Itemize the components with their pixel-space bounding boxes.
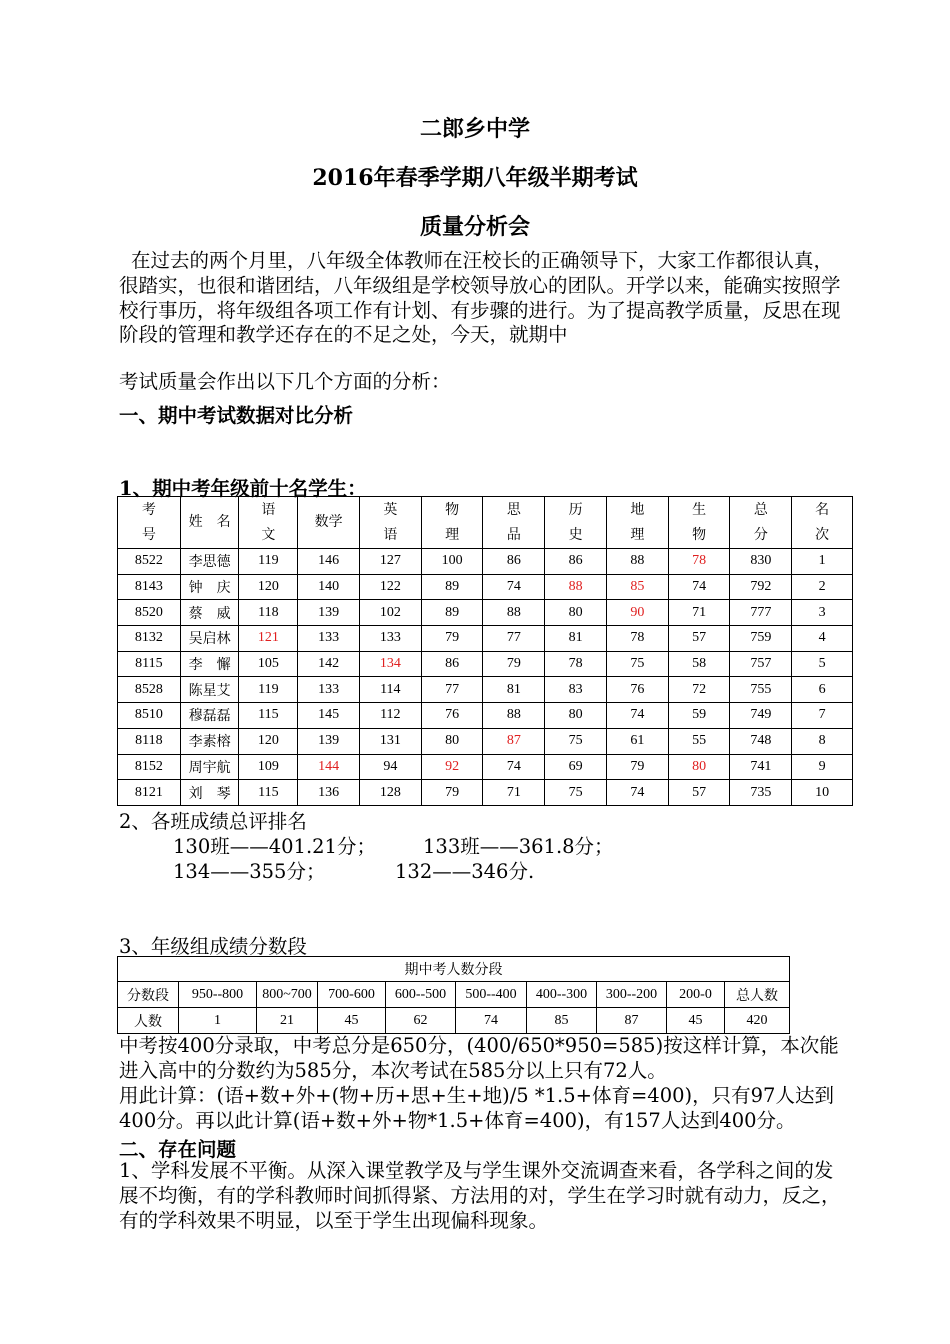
table-cell: 80: [421, 728, 483, 754]
table-cell: 741: [730, 754, 792, 780]
subsection-2-heading: 2、各班成绩总评排名: [119, 810, 307, 833]
table-cell: 119: [239, 677, 298, 703]
table-cell: 748: [730, 728, 792, 754]
table-cell: 121: [239, 626, 298, 652]
distribution-value-cell: 45: [667, 1008, 725, 1034]
table-cell: 3: [792, 600, 853, 626]
table-cell: 80: [668, 754, 730, 780]
table-cell: 86: [483, 549, 545, 575]
table-cell: 59: [668, 703, 730, 729]
table-cell: 6: [792, 677, 853, 703]
table-cell: 144: [298, 754, 360, 780]
table-cell: 8132: [118, 626, 181, 652]
table-cell: 112: [359, 703, 421, 729]
table-cell: 133: [359, 626, 421, 652]
top10-header-text: 史: [568, 527, 583, 543]
table-cell: 75: [606, 651, 668, 677]
table-cell: 115: [239, 703, 298, 729]
top10-header-text: 次: [815, 527, 830, 543]
table-cell: 100: [421, 549, 483, 575]
table-cell: 5: [792, 651, 853, 677]
top10-header-text: 数学: [314, 515, 343, 530]
table-cell: 89: [421, 600, 483, 626]
top10-header-text: 分: [753, 527, 768, 543]
table-cell: 8528: [118, 677, 181, 703]
top10-header-cell: [606, 497, 668, 549]
top10-header-cell: [239, 497, 298, 549]
table-cell: 钟 庆: [180, 574, 239, 600]
table-cell: 79: [483, 651, 545, 677]
table-cell: 8520: [118, 600, 181, 626]
top10-header-text: 考: [141, 502, 156, 518]
table-cell: 8152: [118, 754, 181, 780]
table-cell: 75: [545, 780, 607, 806]
subsection-3-heading: 3、年级组成绩分数段: [119, 935, 307, 958]
top10-header-cell: [668, 497, 730, 549]
table-cell: 83: [545, 677, 607, 703]
table-cell: 79: [421, 780, 483, 806]
table-cell: 89: [421, 574, 483, 600]
table-cell: 87: [483, 728, 545, 754]
table-cell: 8: [792, 728, 853, 754]
table-cell: 8115: [118, 651, 181, 677]
distribution-header-cell: 500--400: [456, 982, 527, 1008]
table-cell: 8121: [118, 780, 181, 806]
top10-header-row: [118, 497, 853, 549]
table-cell: 71: [668, 600, 730, 626]
table-cell: 78: [668, 549, 730, 575]
meeting-title: 质量分析会: [419, 214, 530, 240]
table-cell: 76: [421, 703, 483, 729]
table-cell: 77: [483, 626, 545, 652]
top10-table: [117, 496, 853, 806]
table-row: [118, 780, 853, 806]
table-cell: 8143: [118, 574, 181, 600]
distribution-header-cell: 600--500: [386, 982, 456, 1008]
top10-header-text: 文: [261, 527, 276, 543]
table-row: [118, 574, 853, 600]
table-cell: 757: [730, 651, 792, 677]
table-cell: 131: [359, 728, 421, 754]
top10-header-text: 理: [445, 527, 460, 543]
rank-130: 130班——401.21分；: [173, 835, 376, 858]
table-row: [118, 703, 853, 729]
table-cell: 735: [730, 780, 792, 806]
top10-header-text: 名: [815, 502, 830, 518]
table-cell: 94: [359, 754, 421, 780]
rank-132: 132——346分.: [395, 860, 535, 883]
table-row: [118, 677, 853, 703]
exam-title: 2016年春季学期八年级半期考试: [312, 165, 638, 191]
table-cell: 57: [668, 780, 730, 806]
top10-header-text: 物: [692, 527, 707, 543]
distribution-value-cell: 21: [257, 1008, 318, 1034]
table-cell: 88: [483, 600, 545, 626]
table-cell: 57: [668, 626, 730, 652]
table-cell: 李思德: [180, 549, 239, 575]
table-cell: 114: [359, 677, 421, 703]
table-cell: 陈星艾: [180, 677, 239, 703]
table-cell: 9: [792, 754, 853, 780]
top10-header-cell: [792, 497, 853, 549]
distribution-header-cell: 800~700: [257, 982, 318, 1008]
table-cell: 109: [239, 754, 298, 780]
distribution-value-cell: 420: [725, 1008, 790, 1034]
table-cell: 76: [606, 677, 668, 703]
top10-header-cell: [545, 497, 607, 549]
table-cell: 128: [359, 780, 421, 806]
distribution-header-cell: 700-600: [318, 982, 386, 1008]
table-cell: 69: [545, 754, 607, 780]
table-cell: 刘 琴: [180, 780, 239, 806]
top10-header-cell: [359, 497, 421, 549]
distribution-header-cell: 300--200: [597, 982, 667, 1008]
intro-tail: 考试质量会作出以下几个方面的分析：: [119, 370, 451, 393]
top10-header-text: 号: [141, 527, 156, 543]
table-cell: 74: [668, 574, 730, 600]
table-cell: 8522: [118, 549, 181, 575]
distribution-header-cell: 950--800: [179, 982, 257, 1008]
table-cell: 10: [792, 780, 853, 806]
intro-paragraph: 在过去的两个月里，八年级全体教师在汪校长的正确领导下，大家工作都很认真，很踏实，也很和谐团结，八年级组是学校领导放心的团队。开学以来，能确实按照学校行事历，将年级组各项工作有计划、有步骤的进行。为了提高教学质量，反思在现阶段的管理和教学还存在的不足之处，今天，就期中: [119, 249, 841, 347]
rank-133: 133班——361.8分；: [423, 835, 614, 858]
table-cell: 75: [545, 728, 607, 754]
top10-header-text: 地: [630, 502, 645, 518]
table-cell: 88: [606, 549, 668, 575]
table-cell: 81: [483, 677, 545, 703]
table-cell: 7: [792, 703, 853, 729]
table-cell: 穆磊磊: [180, 703, 239, 729]
table-cell: 102: [359, 600, 421, 626]
table-cell: 122: [359, 574, 421, 600]
school-title: 二郎乡中学: [419, 116, 530, 142]
table-cell: 755: [730, 677, 792, 703]
top10-header-text: 语: [261, 502, 276, 518]
distribution-header-cell: 总人数: [725, 982, 790, 1008]
table-cell: 86: [421, 651, 483, 677]
distribution-value-cell: 1: [179, 1008, 257, 1034]
table-cell: 749: [730, 703, 792, 729]
distribution-value-cell: 45: [318, 1008, 386, 1034]
table-cell: 吴启林: [180, 626, 239, 652]
table-cell: 127: [359, 549, 421, 575]
top10-header-text: 英: [383, 502, 398, 518]
top10-header-cell: [730, 497, 792, 549]
top10-header-cell: [118, 497, 181, 549]
top10-header-text: 品: [506, 527, 521, 543]
section-2-heading: 二、存在问题: [119, 1138, 237, 1161]
distribution-value-cell: 62: [386, 1008, 456, 1034]
top10-header-text: 生: [692, 502, 707, 518]
table-cell: 136: [298, 780, 360, 806]
table-cell: 85: [606, 574, 668, 600]
table-row: [118, 754, 853, 780]
table-cell: 139: [298, 600, 360, 626]
calc-paragraph-2: 用此计算：(语+数+外+(物+历+思+生+地)/5 *1.5+体育=400)，只有97人达到400分。再以此计算(语+数+外+物*1.5+体育=400)，有157人达到400分。: [119, 1084, 834, 1132]
distribution-header-cell: 分数段: [118, 982, 179, 1008]
table-cell: 777: [730, 600, 792, 626]
distribution-table: [117, 956, 790, 1034]
distribution-header-cell: 200-0: [667, 982, 725, 1008]
top10-header-text: 姓 名: [188, 515, 231, 530]
table-row: [118, 651, 853, 677]
table-cell: 74: [483, 574, 545, 600]
table-cell: 792: [730, 574, 792, 600]
table-cell: 李素榕: [180, 728, 239, 754]
table-cell: 118: [239, 600, 298, 626]
calc-paragraph-1: 中考按400分录取，中考总分是650分，(400/650*950=585)按这样计算，本次能进入高中的分数约为585分，本次考试在585分以上只有72人。: [119, 1034, 839, 1082]
table-cell: 8118: [118, 728, 181, 754]
table-cell: 71: [483, 780, 545, 806]
distribution-value-cell: 74: [456, 1008, 527, 1034]
top10-header-text: 思: [506, 502, 521, 518]
table-row: [118, 600, 853, 626]
section-1-heading: 一、期中考试数据对比分析: [119, 404, 354, 427]
table-cell: 78: [545, 651, 607, 677]
top10-header-cell: [298, 497, 360, 549]
distribution-header-cell: 400--300: [527, 982, 597, 1008]
table-cell: 8510: [118, 703, 181, 729]
table-cell: 133: [298, 677, 360, 703]
top10-header-text: 理: [630, 527, 645, 543]
subsection-1-heading: 1、期中考年级前十名学生：: [119, 477, 367, 500]
table-cell: 61: [606, 728, 668, 754]
table-cell: 72: [668, 677, 730, 703]
top10-header-cell: [421, 497, 483, 549]
table-cell: 77: [421, 677, 483, 703]
table-cell: 80: [545, 600, 607, 626]
table-cell: 79: [421, 626, 483, 652]
distribution-caption: 期中考人数分段: [118, 957, 790, 982]
table-cell: 139: [298, 728, 360, 754]
table-cell: 105: [239, 651, 298, 677]
table-row: [118, 626, 853, 652]
table-cell: 李 懈: [180, 651, 239, 677]
top10-header-cell: [180, 497, 239, 549]
table-cell: 周宇航: [180, 754, 239, 780]
table-cell: 4: [792, 626, 853, 652]
table-cell: 2: [792, 574, 853, 600]
table-cell: 115: [239, 780, 298, 806]
top10-header-text: 历: [568, 502, 583, 518]
distribution-value-row: [118, 1008, 790, 1034]
top10-header-cell: [483, 497, 545, 549]
top10-header-text: 语: [383, 527, 398, 543]
distribution-value-cell: 人数: [118, 1008, 179, 1034]
table-cell: 134: [359, 651, 421, 677]
table-row: [118, 728, 853, 754]
table-cell: 74: [483, 754, 545, 780]
table-cell: 79: [606, 754, 668, 780]
distribution-value-cell: 87: [597, 1008, 667, 1034]
table-cell: 1: [792, 549, 853, 575]
top10-header-text: 物: [445, 502, 460, 518]
table-cell: 55: [668, 728, 730, 754]
table-cell: 88: [483, 703, 545, 729]
table-cell: 142: [298, 651, 360, 677]
problem-1-paragraph: 1、学科发展不平衡。从深入课堂教学及与学生课外交流调查来看，各学科之间的发展不均衡，有的学科教师时间抓得紧、方法用的对，学生在学习时就有动力，反之，有的学科效果不明显，以至于学生出现偏科现象。: [119, 1159, 841, 1232]
table-cell: 119: [239, 549, 298, 575]
table-cell: 88: [545, 574, 607, 600]
table-cell: 92: [421, 754, 483, 780]
table-cell: 120: [239, 728, 298, 754]
table-cell: 78: [606, 626, 668, 652]
table-cell: 140: [298, 574, 360, 600]
table-cell: 146: [298, 549, 360, 575]
table-cell: 80: [545, 703, 607, 729]
table-cell: 74: [606, 780, 668, 806]
table-cell: 蔡 威: [180, 600, 239, 626]
table-cell: 759: [730, 626, 792, 652]
table-cell: 145: [298, 703, 360, 729]
distribution-value-cell: 85: [527, 1008, 597, 1034]
distribution-header-row: [118, 982, 790, 1008]
table-cell: 58: [668, 651, 730, 677]
table-cell: 133: [298, 626, 360, 652]
table-cell: 86: [545, 549, 607, 575]
table-cell: 90: [606, 600, 668, 626]
top10-header-text: 总: [753, 502, 768, 518]
table-cell: 74: [606, 703, 668, 729]
rank-134: 134——355分；: [173, 860, 326, 883]
table-cell: 830: [730, 549, 792, 575]
table-cell: 120: [239, 574, 298, 600]
table-row: [118, 549, 853, 575]
table-cell: 81: [545, 626, 607, 652]
